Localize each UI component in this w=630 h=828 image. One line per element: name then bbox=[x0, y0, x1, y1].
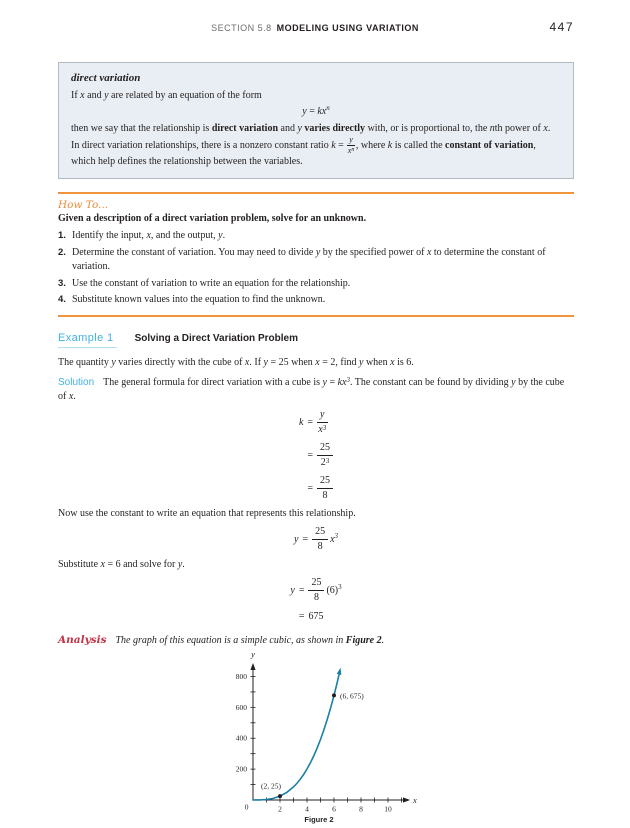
orange-rule-top bbox=[58, 192, 574, 194]
how-to-step-4: 4. Substitute known values into the equation to find the unknown. bbox=[58, 294, 326, 306]
how-to-step-1: 1. Identify the input, x, and the output, y. bbox=[58, 230, 226, 242]
analysis-text: Analysis The graph of this equation is a simple cubic, as shown in Figure 2. bbox=[58, 634, 385, 647]
x-tick-label: 6 bbox=[332, 804, 336, 814]
curve-arrow-icon bbox=[337, 668, 342, 675]
y-axis-label: y bbox=[251, 649, 255, 660]
solution-label: Solution bbox=[58, 377, 95, 389]
y-tick-label: 800 bbox=[235, 672, 247, 682]
ratio-fraction: $\frac{y}{x^n}$ bbox=[347, 134, 355, 155]
definition-body: then we say that the relationship is direct variation and y varies directly with, or is proportional to, the nth power of x. In direct variation relationships, there is a nonzero constant ratio k = $\frac{y}{x^n}$ , where k is called the constant of variation, which help defines the relationship between the variables. bbox=[71, 122, 551, 167]
page-number: 447 bbox=[549, 20, 574, 34]
equation-row: = $\frac{25}{2^3}$ bbox=[299, 439, 333, 472]
how-to-step-3: 3. Use the constant of variation to write an equation for the relationship. bbox=[58, 277, 351, 289]
point-2-25 bbox=[278, 794, 282, 798]
x-axis-arrow-icon bbox=[403, 798, 410, 803]
how-to-intro: Given a description of a direct variation problem, solve for an unknown. bbox=[58, 213, 367, 225]
substitute-text: Substitute x = 6 and solve for y. bbox=[58, 559, 185, 571]
example-label: Example 1 bbox=[58, 332, 117, 348]
fraction: $\frac{25}{2^3}$ bbox=[317, 443, 333, 468]
definition-formula: $y = kx^n$ bbox=[302, 104, 330, 117]
how-to-label: How To... bbox=[58, 199, 109, 212]
orange-rule-bottom bbox=[58, 315, 574, 317]
point-label: (2, 25) bbox=[261, 781, 281, 791]
equation-row: k = $\frac{y}{x^3}$ bbox=[298, 409, 327, 436]
point-6-675 bbox=[332, 694, 336, 698]
example-heading bbox=[58, 328, 574, 348]
y-tick-label: 400 bbox=[235, 733, 247, 743]
definition-intro: If x and y are related by an equation of the form bbox=[71, 89, 262, 101]
fraction: $\frac{25}{8}$ bbox=[317, 476, 333, 501]
y-axis-arrow-icon bbox=[250, 663, 255, 670]
x-tick-label: 4 bbox=[305, 804, 309, 814]
origin-label: 0 bbox=[244, 802, 249, 812]
analysis-label: Analysis bbox=[58, 634, 107, 647]
x-tick-label: 8 bbox=[359, 804, 363, 814]
section-title: MODELING USING VARIATION bbox=[276, 23, 419, 33]
y-tick-label: 600 bbox=[235, 703, 247, 713]
fraction: $\frac{25}{8}$ bbox=[312, 527, 328, 552]
example-title: Solving a Direct Variation Problem bbox=[134, 333, 298, 345]
now-use-text: Now use the constant to write an equation that represents this relationship. bbox=[58, 508, 356, 520]
definition-title: direct variation bbox=[71, 72, 141, 84]
axis-tick-labels bbox=[236, 672, 392, 814]
equation-row: = 675 bbox=[298, 611, 324, 623]
section-label: SECTION 5.8 bbox=[211, 23, 272, 33]
problem-text: The quantity y varies directly with the cube of x. If y = 25 when x = 2, find y when x is 6. bbox=[58, 357, 414, 369]
point-label: (6, 675) bbox=[340, 691, 364, 701]
equation-substitution bbox=[290, 574, 341, 626]
fraction: $\frac{y}{x^3}$ bbox=[318, 409, 327, 436]
definition-box bbox=[58, 62, 574, 179]
solution-text: Solution The general formula for direct variation with a cube is $y = kx^3$. The constant can be found by dividing y by the cube of x. bbox=[58, 375, 565, 403]
figure-2-graph bbox=[201, 648, 431, 828]
how-to-step-2: 2. Determine the constant of variation. You may need to divide y by the specified power of x to determine the constant of variation. bbox=[58, 246, 546, 272]
equation-row: y = $\frac{25}{8}$ $(6)^3$ bbox=[290, 577, 342, 604]
equation-row: y = $\frac{25}{8}$ $x^3$ bbox=[293, 526, 339, 553]
fraction: $\frac{25}{8}$ bbox=[308, 578, 324, 603]
equation-row: = $\frac{25}{8}$ bbox=[299, 472, 333, 505]
figure-caption: Figure 2 bbox=[304, 815, 334, 825]
x-tick-label: 10 bbox=[384, 804, 392, 814]
equation-constant bbox=[299, 406, 333, 505]
equation-relation bbox=[294, 523, 338, 556]
x-axis-label: x bbox=[413, 795, 417, 806]
y-tick-label: 200 bbox=[235, 764, 247, 774]
figure-2 bbox=[58, 648, 574, 828]
x-tick-label: 2 bbox=[278, 804, 282, 814]
